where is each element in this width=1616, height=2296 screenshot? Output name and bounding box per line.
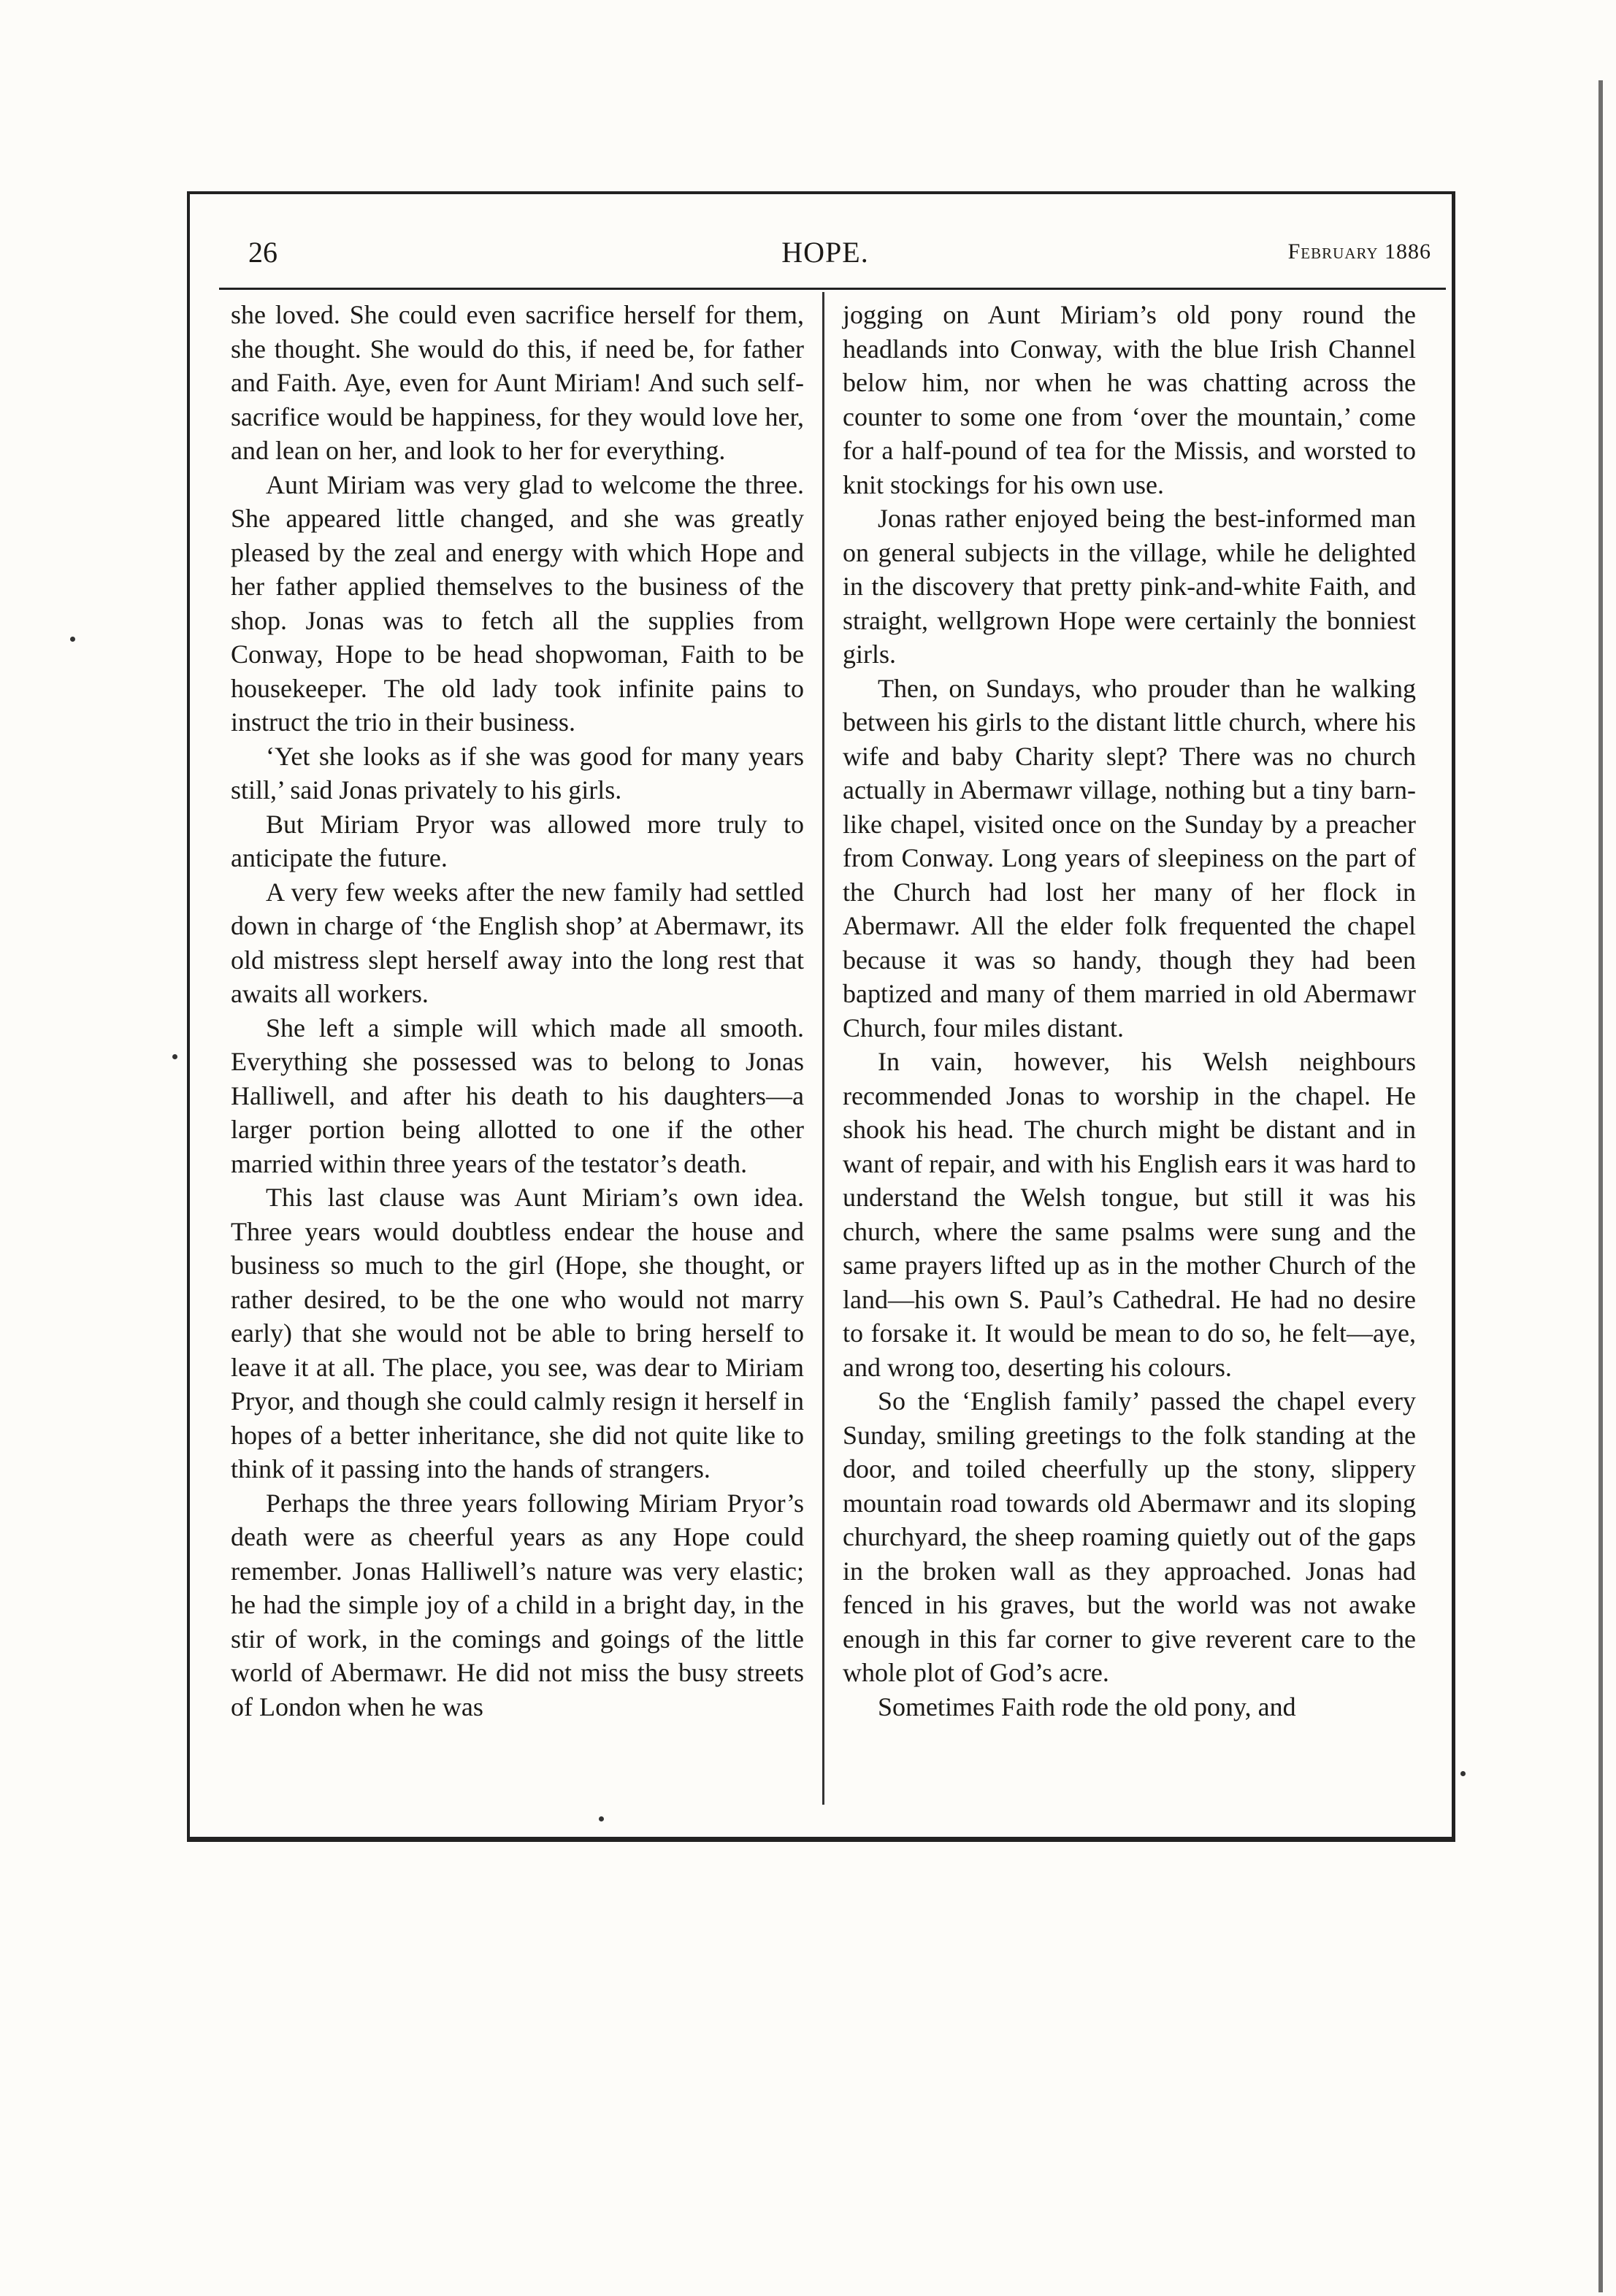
paragraph: Aunt Miriam was very glad to welcome the three. She appeared little changed, and she was greatly pleased by the zeal and energy with which Hope and her father applied themselves to the business of the shop. Jonas was to fetch all the supplies from Conway, Hope to be head shopwoman, Faith to be housekeeper. The old lady took infinite pains to instruct the trio in their business. (231, 469, 804, 737)
paragraph: She left a simple will which made all smooth. Everything she possessed was to belong to Jonas Halliwell, and after his death to his daughters—a larger portion being allotted to one if the other married within three years of the testator’s death. (231, 1013, 804, 1178)
print-speck (70, 637, 75, 642)
paragraph: This last clause was Aunt Miriam’s own idea. Three years would doubtless endear the house and business so much to the girl (Hope, she thought, or rather desired, to be the one who would not marry early) that she would not be able to bring herself to leave it at all. The place, you see, was dear to Miriam Pryor, and though she could calmly resign it herself in hopes of a better inheritance, she did not quite like to think of it passing into the hands of strangers. (231, 1183, 804, 1483)
header-rule (219, 288, 1446, 290)
paragraph: she loved. She could even sacrifice herself for them, she thought. She would do this, if need be, for father and Faith. Aye, even for Aunt Miriam! And such self-sacrifice would be happiness, for they would love her, and lean on her, and look to her for everything. (231, 300, 804, 465)
paragraph: But Miriam Pryor was allowed more truly to anticipate the future. (231, 809, 804, 872)
paragraph: Perhaps the three years following Miriam Pryor’s death were as cheerful years as any Hope could remember. Jonas Halliwell’s nature was very elastic; he had the simple joy of a child in a bright day, in the stir of work, in the comings and goings of the little world of Abermawr. He did not miss the busy streets of London when he was (231, 1488, 804, 1721)
print-speck (599, 1816, 604, 1821)
paragraph: Jonas rather enjoyed being the best-informed man on general subjects in the village, while he delighted in the discovery that pretty pink-and-white Faith, and straight, wellgrown Hope were certainly the bonniest girls. (843, 504, 1416, 669)
paragraph: Then, on Sundays, who prouder than he walking between his girls to the distant little church, where his wife and baby Charity slept? There was no church actually in Abermawr village, nothing but a tiny barn-like chapel, visited once on the Sunday by a preacher from Conway. Long years of sleepiness on the part of the Church had lost her many of her flock in Abermawr. All the elder folk frequented the chapel because it was so handy, though they had been baptized and many of them married in old Abermawr Church, four miles distant. (843, 673, 1416, 1043)
scan-edge (1598, 80, 1603, 2292)
paragraph: So the ‘English family’ passed the chapel every Sunday, smiling greetings to the folk standing at the door, and toiled cheerfully up the stony, slippery mountain road towards old Abermawr and its sloping churchyard, the sheep roaming quietly out of the gaps in the broken wall as they approached. Jonas had fenced in his graves, but the world was not awake enough in this far corner to give reverent care to the whole plot of God’s acre. (843, 1386, 1416, 1687)
right-column (843, 298, 1416, 1724)
column-divider (822, 292, 824, 1805)
page-number: 26 (248, 236, 277, 269)
paragraph: In vain, however, his Welsh neighbours recommended Jonas to worship in the chapel. He shook his head. The church might be distant and in want of repair, and with his English ears it was hard to understand the Welsh tongue, but still it was his church, where the same psalms were sung and the same prayers lifted up as in the mother Church of the land—his own S. Paul’s Cathedral. He had no desire to forsake it. It would be mean to do so, he felt—aye, and wrong too, deserting his colours. (843, 1047, 1416, 1382)
paragraph: jogging on Aunt Miriam’s old pony round the headlands into Conway, with the blue Irish Channel below him, nor when he was chatting across the counter to some one from ‘over the mountain,’ come for a half-pound of tea for the Missis, and worsted to knit stockings for his own use. (843, 300, 1416, 499)
print-speck (172, 1054, 177, 1059)
print-speck (1460, 1771, 1466, 1776)
paragraph: Sometimes Faith rode the old pony, and (878, 1692, 1296, 1721)
running-header (219, 235, 1431, 279)
periodical-title: HOPE. (781, 236, 869, 269)
left-column (231, 298, 804, 1724)
paragraph: ‘Yet she looks as if she was good for many years still,’ said Jonas privately to his girls. (231, 741, 804, 805)
paragraph: A very few weeks after the new family had settled down in charge of ‘the English shop’ at Abermawr, its old mistress slept herself away into the long rest that awaits all workers. (231, 877, 804, 1008)
issue-date: February 1886 (1287, 239, 1431, 264)
